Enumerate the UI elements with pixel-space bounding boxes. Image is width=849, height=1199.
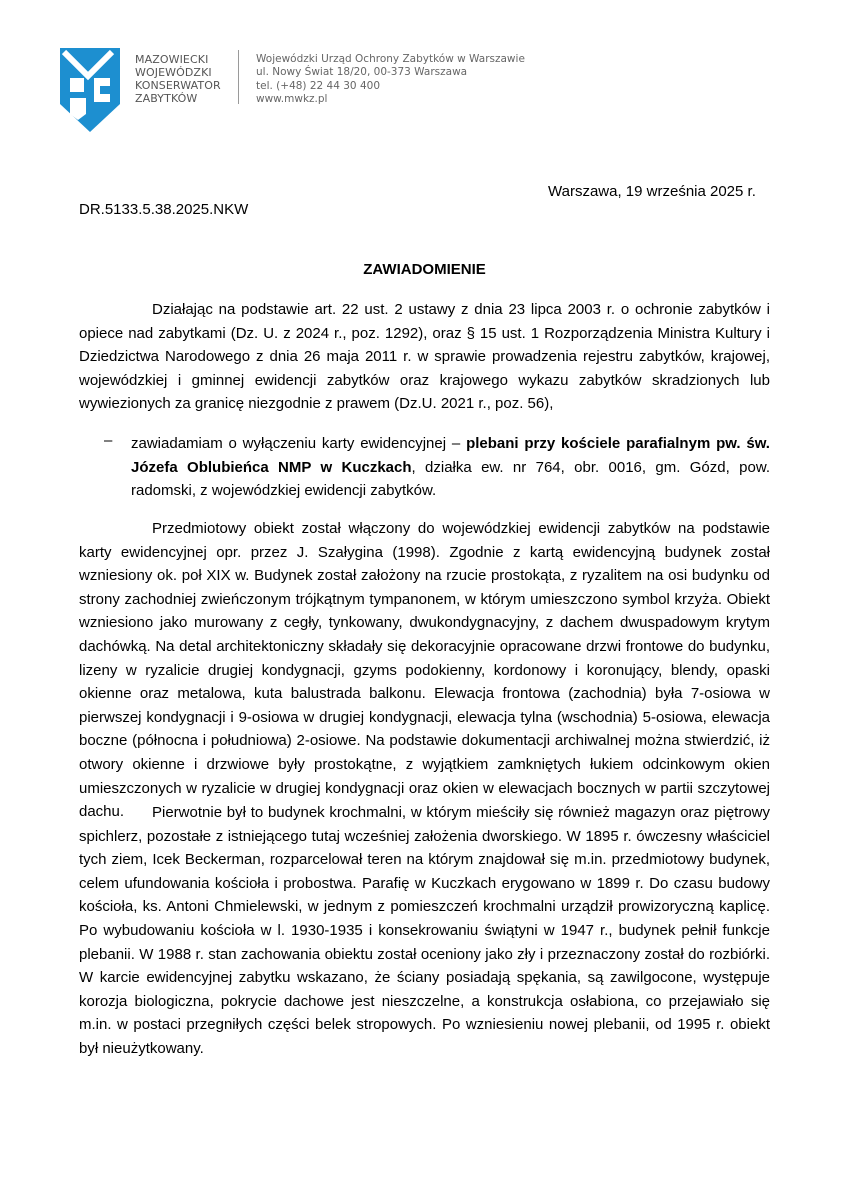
contact-address: ul. Nowy Świat 18/20, 00-373 Warszawa: [256, 66, 468, 79]
case-number: DR.5133.5.38.2025.NKW: [79, 201, 249, 218]
notification-text: zawiadamiam o wyłączeniu karty ewidencyjnej –: [131, 435, 467, 452]
mwkz-logo-icon: [60, 48, 120, 132]
org-name-line: WOJEWÓDZKI: [135, 66, 212, 79]
contact-office: Wojewódzki Urząd Ochrony Zabytków w Warszawie: [256, 53, 525, 65]
document-title: ZAWIADOMIENIE: [363, 261, 486, 278]
header-divider: [238, 50, 239, 104]
history-paragraph: Pierwotnie był to budynek krochmalni, w którym mieściły się również magazyn oraz piętrowy spichlerz, pozostałe z istniejącego tutaj wcześniej założenia dworskiego. W 1895 r. ówczesny właściciel tych ziem, Icek Beckerman, rozparcelował teren na którym znajdował się m.in. przedmiotowy budynek, celem ufundowania kościoła i probostwa. Parafię w Kuczkach erygowano w 1899 r. Do czasu budowy kościoła, ks. Antoni Chmielewski, w jednym z pomieszczeń krochmalni urządził prowizoryczną kaplicę. Po wybudowaniu kościoła w l. 1930-1935 i konsekrowaniu świątyni w 1947 r., budynek pełnił funkcje plebanii. W 1988 r. stan zachowania obiektu został oceniony jako zły i przeznaczony został do rozbiórki. W karcie ewidencyjnej zabytku wskazano, że ściany posiadają spękania, są zawilgocone, występuje korozja biologiczna, pokrycie dachowe jest nieszczelne, a konstrukcja osłabiona, co przejawiało się m.in. w postaci przegniłych części belek stropowych. Po wzniesieniu nowej plebanii, od 1995 r. obiekt był nieużytkowany.: [79, 804, 770, 1057]
description-paragraph: Przedmiotowy obiekt został włączony do wojewódzkiej ewidencji zabytków na podstawie karty ewidencyjnej opr. przez J. Szałygina (1998). Zgodnie z kartą ewidencyjną budynek został wzniesiony ok. poł XIX w. Budynek został założony na rzucie prostokąta, z ryzalitem na osi budynku od strony zachodniej zwieńczonym trójkątnym tympanonem, w którym umieszczono symbol krzyża. Obiekt wzniesiono jako murowany z cegły, tynkowany, dwukondygnacyjny, z dachem dwuspadowym krytym dachówką. Na detal architektoniczny składały się dekoracyjnie opracowane drzwi frontowe do budynku, lizeny w ryzalicie drugiej kondygnacji, gzyms podokienny, kordonowy i koronujący, blendy, opaski okienne oraz metalowa, kuta balustrada balkonu. Elewacja frontowa (zachodnia) była 7-osiowa w pierwszej kondygnacji i 9-osiowa w drugiej kondygnacji, elewacja tylna (wschodnia) 5-osiowa, elewacja boczne (północna i południowa) 2-osiowe. Na podstawie dokumentacji archiwalnej można stwierdzić, iż otwory okienne i drzwiowe były prostokątne, z wyjątkiem zamkniętych łukiem odcinkowym okien umieszczonych w ryzalicie w drugiej kondygnacji oraz okien w elewacjach bocznych w partii szczytowej dachu.: [79, 520, 770, 821]
org-name-line: ZABYTKÓW: [135, 92, 198, 105]
contact-block: [256, 53, 525, 106]
org-name: [135, 53, 221, 105]
contact-phone: tel. (+48) 22 44 30 400: [256, 79, 380, 92]
intro-paragraph: Działając na podstawie art. 22 ust. 2 ustawy z dnia 23 lipca 2003 r. o ochronie zabytków i opiece nad zabytkami (Dz. U. z 2024 r., poz. 1292), oraz § 15 ust. 1 Rozporządzenia Ministra Kultury i Dziedzictwa Narodowego z dnia 26 maja 2011 r. w sprawie prowadzenia rejestru zabytków, krajowej, wojewódzkiej i gminnej ewidencji zabytków oraz krajowego wykazu zabytków skradzionych lub wywiezionych za granicę niezgodnie z prawem (Dz.U. 2021 r., poz. 56),: [79, 301, 770, 413]
object-name: plebani przy kościele parafialnym pw. św. Józefa Oblubieńca NMP w Kuczkach: [131, 435, 770, 476]
document-date: Warszawa, 19 września 2025 r.: [548, 183, 756, 200]
notification-text-end: , działka ew. nr 764, obr. 0016, gm. Gózd, pow. radomski, z wojewódzkiej ewidencji zabytków.: [131, 458, 770, 500]
notification-item: [131, 432, 770, 503]
org-name-line: KONSERWATOR: [135, 79, 221, 92]
contact-website-link[interactable]: www.mwkz.pl: [256, 92, 328, 105]
bullet-dash: –: [104, 432, 113, 449]
org-name-line: MAZOWIECKI: [135, 53, 209, 66]
